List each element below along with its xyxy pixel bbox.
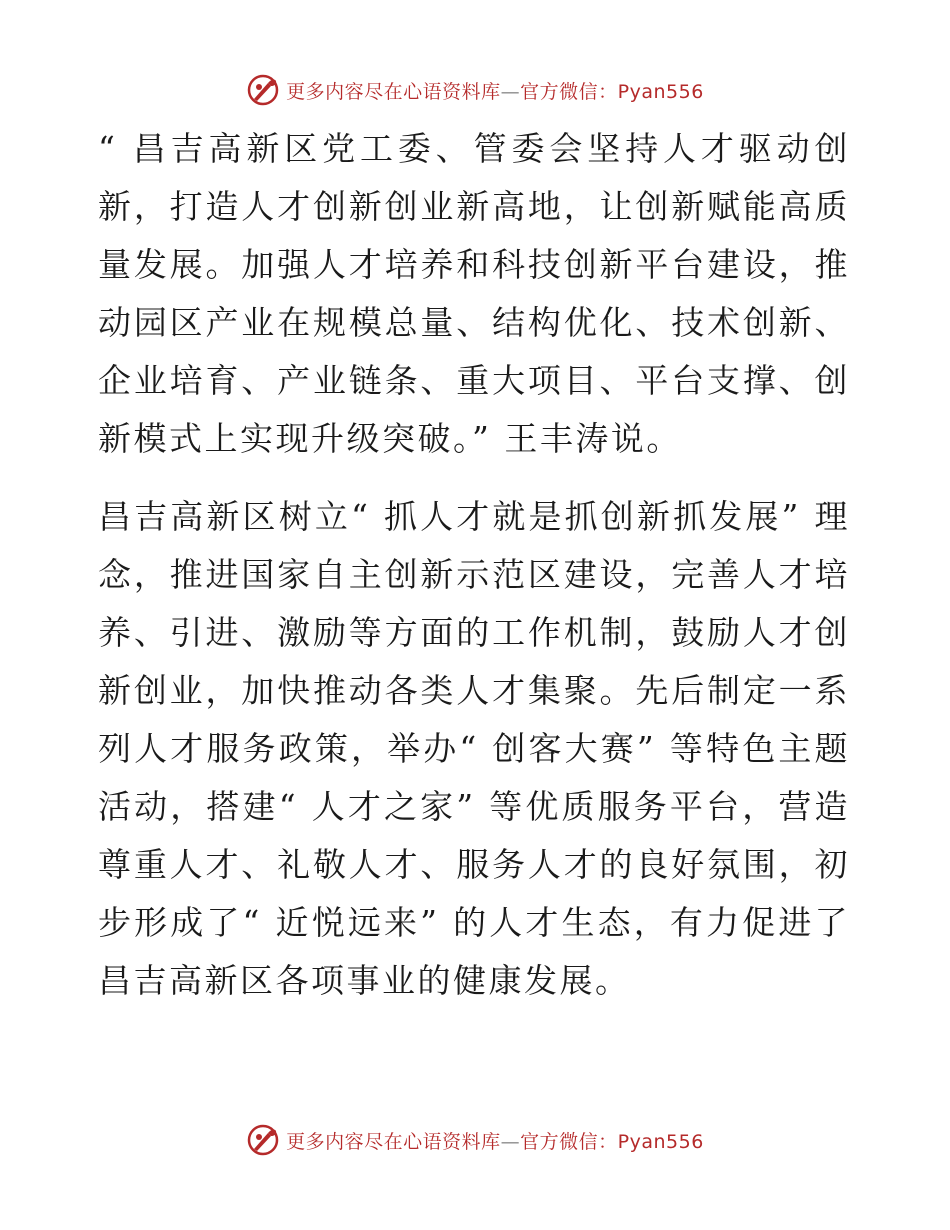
- header-banner: [0, 70, 950, 110]
- banner-site-name: 更多内容尽在心语资料库: [286, 80, 501, 103]
- quill-logo-icon: [246, 73, 280, 107]
- banner-site-name: 更多内容尽在心语资料库: [286, 1130, 501, 1153]
- footer-banner: [0, 1120, 950, 1160]
- banner-dash: —: [500, 1130, 521, 1153]
- banner-dash: —: [500, 80, 521, 103]
- banner-text: [286, 77, 704, 104]
- paragraph-1: “ 昌吉高新区党工委、管委会坚持人才驱动创新，打造人才创新创业新高地，让创新赋能高质量发展。加强人才培养和科技创新平台建设，推动园区产业在规模总量、结构优化、技术创新、企业培育、产业链条、重大项目、平台支撑、创新模式上实现升级突破。” 王丰涛说。: [98, 129, 850, 458]
- quill-logo-icon: [246, 1123, 280, 1157]
- banner-wechat: 官方微信：Pyan556: [520, 80, 704, 103]
- banner-wechat: 官方微信：Pyan556: [520, 1130, 704, 1153]
- banner-text: [286, 1127, 704, 1154]
- document-body: [98, 120, 850, 1030]
- paragraph-2: 昌吉高新区树立“ 抓人才就是抓创新抓发展” 理念，推进国家自主创新示范区建设，完善人才培养、引进、激励等方面的工作机制，鼓励人才创新创业，加快推动各类人才集聚。先后制定一系列人才服务政策，举办“ 创客大赛” 等特色主题活动，搭建“ 人才之家” 等优质服务平台，营造尊重人才、礼敬人才、服务人才的良好氛围，初步形成了“ 近悦远来” 的人才生态，有力促进了昌吉高新区各项事业的健康发展。: [98, 497, 850, 1000]
